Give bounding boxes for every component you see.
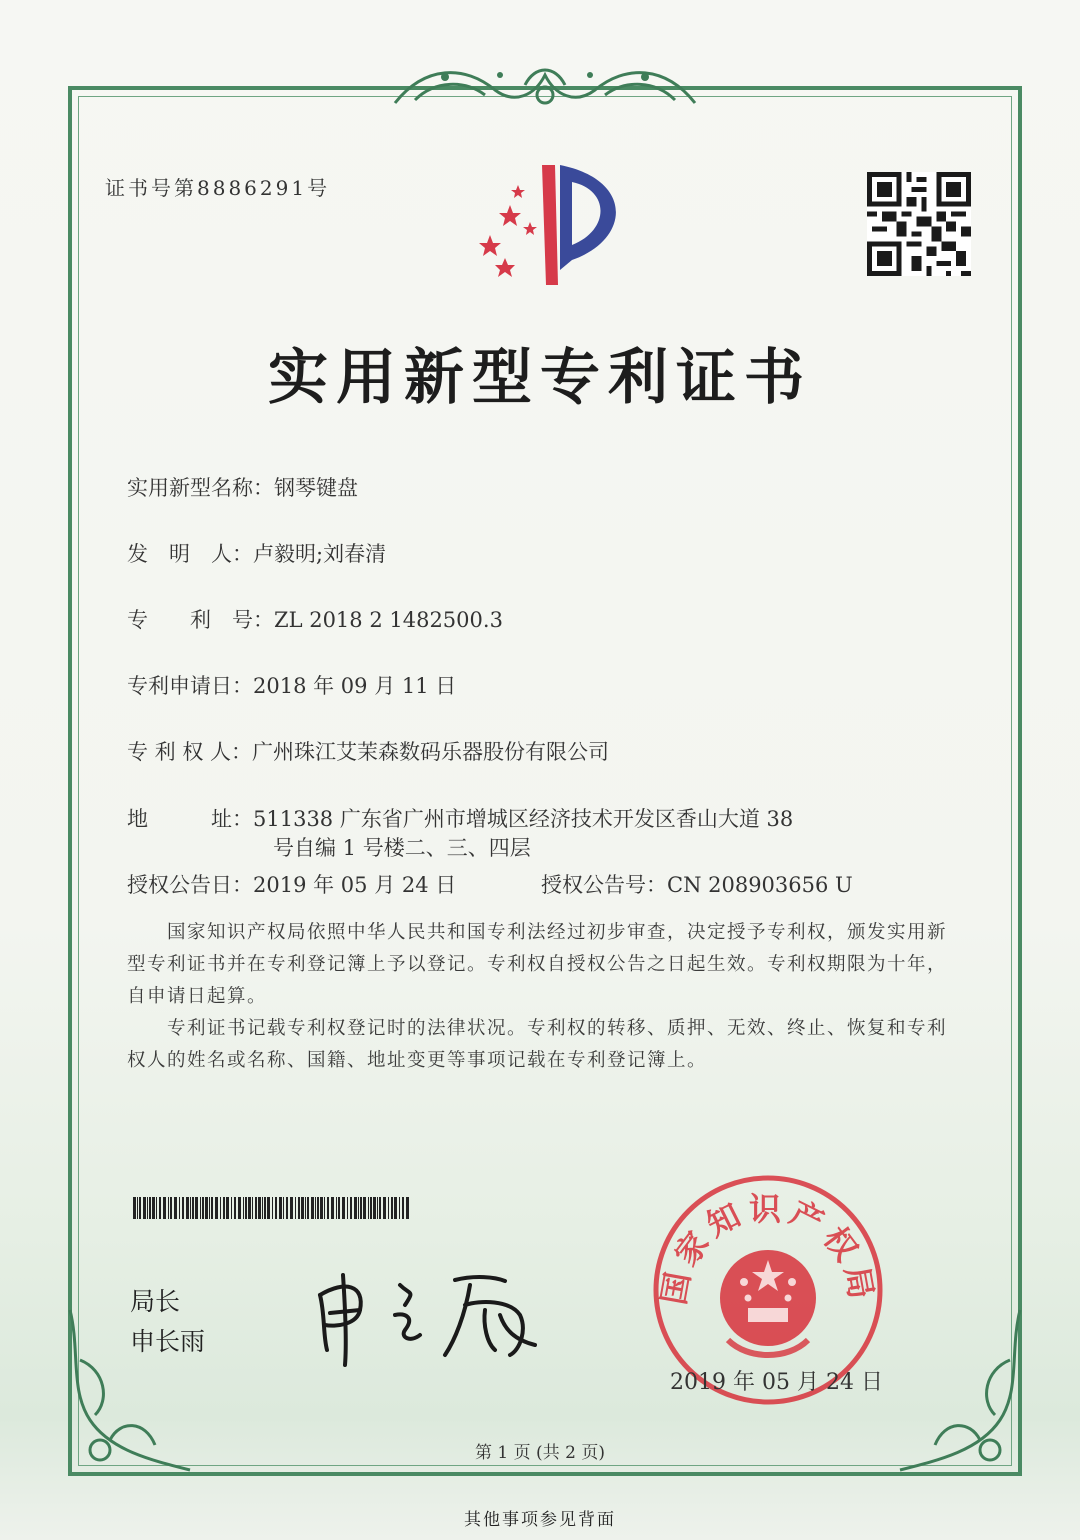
barcode-bar xyxy=(324,1197,325,1219)
barcode-bar xyxy=(315,1197,316,1219)
barcode-bar xyxy=(202,1197,204,1219)
filing-date-value: 2018 年 09 月 11 日 xyxy=(253,674,457,698)
patent-office-logo-icon xyxy=(460,160,640,290)
barcode-bar xyxy=(358,1197,359,1219)
barcode-bar xyxy=(320,1197,323,1219)
name-label: 实用新型名称： xyxy=(127,476,274,500)
barcode-icon xyxy=(133,1197,409,1219)
barcode-bar xyxy=(275,1197,277,1219)
certificate-title: 实用新型专利证书 xyxy=(268,343,812,413)
barcode-bar xyxy=(317,1197,319,1219)
barcode-bar xyxy=(336,1197,337,1219)
barcode-bar xyxy=(295,1197,296,1219)
grant-no-label: 授权公告号： xyxy=(541,873,667,897)
field-grant-number xyxy=(541,869,853,899)
barcode-bar xyxy=(170,1197,172,1219)
inventor-value: 卢毅明;刘春清 xyxy=(253,542,387,566)
barcode-bar xyxy=(159,1197,161,1219)
barcode-bar xyxy=(179,1197,180,1219)
barcode-bar xyxy=(272,1197,273,1219)
barcode-bar xyxy=(195,1197,198,1219)
barcode-bar xyxy=(373,1197,376,1219)
barcode-bar xyxy=(156,1197,157,1219)
barcode-bar xyxy=(391,1197,393,1219)
signer-title: 局长 xyxy=(130,1287,181,1316)
barcode-bar xyxy=(234,1197,236,1219)
barcode-bar xyxy=(255,1197,257,1219)
barcode-bar xyxy=(220,1197,221,1219)
barcode-bar xyxy=(350,1197,352,1219)
grant-date-label: 授权公告日： xyxy=(127,873,253,897)
barcode-bar xyxy=(152,1197,155,1219)
barcode-bar xyxy=(399,1197,400,1219)
footer-note: 其他事项参见背面 xyxy=(464,1510,616,1530)
barcode-bar xyxy=(215,1197,218,1219)
qr-code-icon xyxy=(866,172,972,276)
barcode-bar xyxy=(379,1197,381,1219)
barcode-bar xyxy=(231,1197,232,1219)
seal-text: 国家知识产权局 xyxy=(654,1190,882,1308)
barcode-bar xyxy=(209,1197,210,1219)
barcode-bar xyxy=(238,1197,241,1219)
barcode-bar xyxy=(363,1197,366,1219)
barcode-bar xyxy=(279,1197,282,1219)
field-grant-date xyxy=(127,869,456,899)
barcode-bar xyxy=(264,1197,266,1219)
page-number: 第 1 页 (共 2 页) xyxy=(475,1443,605,1463)
barcode-bar xyxy=(223,1197,225,1219)
barcode-bar xyxy=(200,1197,201,1219)
barcode-bar xyxy=(290,1197,293,1219)
filing-date-label: 专利申请日： xyxy=(127,674,253,698)
barcode-bar xyxy=(243,1197,244,1219)
barcode-bar xyxy=(283,1197,284,1219)
patentee-label: 专 利 权 人： xyxy=(127,740,253,764)
barcode-bar xyxy=(252,1197,253,1219)
barcode-bar xyxy=(368,1197,369,1219)
barcode-bar xyxy=(338,1197,340,1219)
barcode-bar xyxy=(182,1197,184,1219)
barcode-bar xyxy=(342,1197,345,1219)
barcode-bar xyxy=(360,1197,362,1219)
patent-no-label: 专 利 号： xyxy=(127,608,274,632)
address-line1: 511338 广东省广州市增城区经济技术开发区香山大道 38 xyxy=(253,807,794,831)
grant-date-value: 2019 年 05 月 24 日 xyxy=(253,873,457,897)
barcode-bar xyxy=(143,1197,146,1219)
barcode-bar xyxy=(149,1197,151,1219)
barcode-bar xyxy=(331,1197,334,1219)
field-patent-number xyxy=(127,604,503,634)
patent-no-value: ZL 2018 2 1482500.3 xyxy=(274,608,503,632)
barcode-bar xyxy=(192,1197,194,1219)
barcode-bar xyxy=(402,1197,404,1219)
barcode-bar xyxy=(262,1197,263,1219)
inventor-label: 发 明 人： xyxy=(127,542,253,566)
barcode-bar xyxy=(147,1197,148,1219)
address-line2: 号自编 1 号楼二、三、四层 xyxy=(273,836,531,860)
barcode-bar xyxy=(305,1197,306,1219)
barcode-bar xyxy=(226,1197,229,1219)
barcode-bar xyxy=(327,1197,329,1219)
barcode-bar xyxy=(137,1197,138,1219)
signer-name: 申长雨 xyxy=(130,1327,206,1356)
barcode-bar xyxy=(301,1197,304,1219)
paragraph-legal-status: 专利证书记载专利权登记时的法律状况。专利权的转移、质押、无效、终止、恢复和专利权人的姓名或名称、国籍、地址变更等事项记载在专利登记簿上。 xyxy=(127,1018,948,1071)
barcode-bar xyxy=(347,1197,348,1219)
barcode-bar xyxy=(354,1197,357,1219)
barcode-bar xyxy=(311,1197,314,1219)
barcode-bar xyxy=(245,1197,247,1219)
barcode-bar xyxy=(383,1197,386,1219)
barcode-bar xyxy=(267,1197,270,1219)
barcode-bar xyxy=(377,1197,378,1219)
barcode-bar xyxy=(174,1197,177,1219)
director-signature-icon xyxy=(305,1255,550,1375)
barcode-bar xyxy=(406,1197,409,1219)
seal-date: 2019 年 05 月 24 日 xyxy=(670,1370,883,1395)
barcode-bar xyxy=(163,1197,166,1219)
top-ornament xyxy=(385,55,705,117)
barcode-bar xyxy=(190,1197,191,1219)
barcode-bar xyxy=(370,1197,372,1219)
field-utility-model-name xyxy=(127,472,358,502)
certificate-number: 证书号第8886291号 xyxy=(105,176,331,200)
barcode-bar xyxy=(133,1197,136,1219)
barcode-bar xyxy=(186,1197,189,1219)
field-filing-date xyxy=(127,670,456,700)
barcode-bar xyxy=(211,1197,213,1219)
barcode-bar xyxy=(258,1197,261,1219)
field-address xyxy=(127,803,793,833)
barcode-bar xyxy=(388,1197,389,1219)
barcode-bar xyxy=(394,1197,397,1219)
barcode-bar xyxy=(248,1197,251,1219)
name-value: 钢琴键盘 xyxy=(274,476,358,500)
barcode-bar xyxy=(139,1197,141,1219)
barcode-bar xyxy=(205,1197,208,1219)
patentee-value: 广州珠江艾茉森数码乐器股份有限公司 xyxy=(252,740,610,764)
address-label: 地 址： xyxy=(127,807,253,831)
barcode-bar xyxy=(298,1197,300,1219)
field-inventor xyxy=(127,538,386,568)
barcode-bar xyxy=(307,1197,309,1219)
field-patentee xyxy=(127,736,609,766)
grant-no-value: CN 208903656 U xyxy=(667,873,853,897)
barcode-bar xyxy=(286,1197,288,1219)
barcode-bar xyxy=(168,1197,169,1219)
paragraph-grant-statement: 国家知识产权局依照中华人民共和国专利法经过初步审查，决定授予专利权，颁发实用新型专利证书并在专利登记簿上予以登记。专利权自授权公告之日起生效。专利权期限为十年，自申请日起算。 xyxy=(127,922,948,1007)
